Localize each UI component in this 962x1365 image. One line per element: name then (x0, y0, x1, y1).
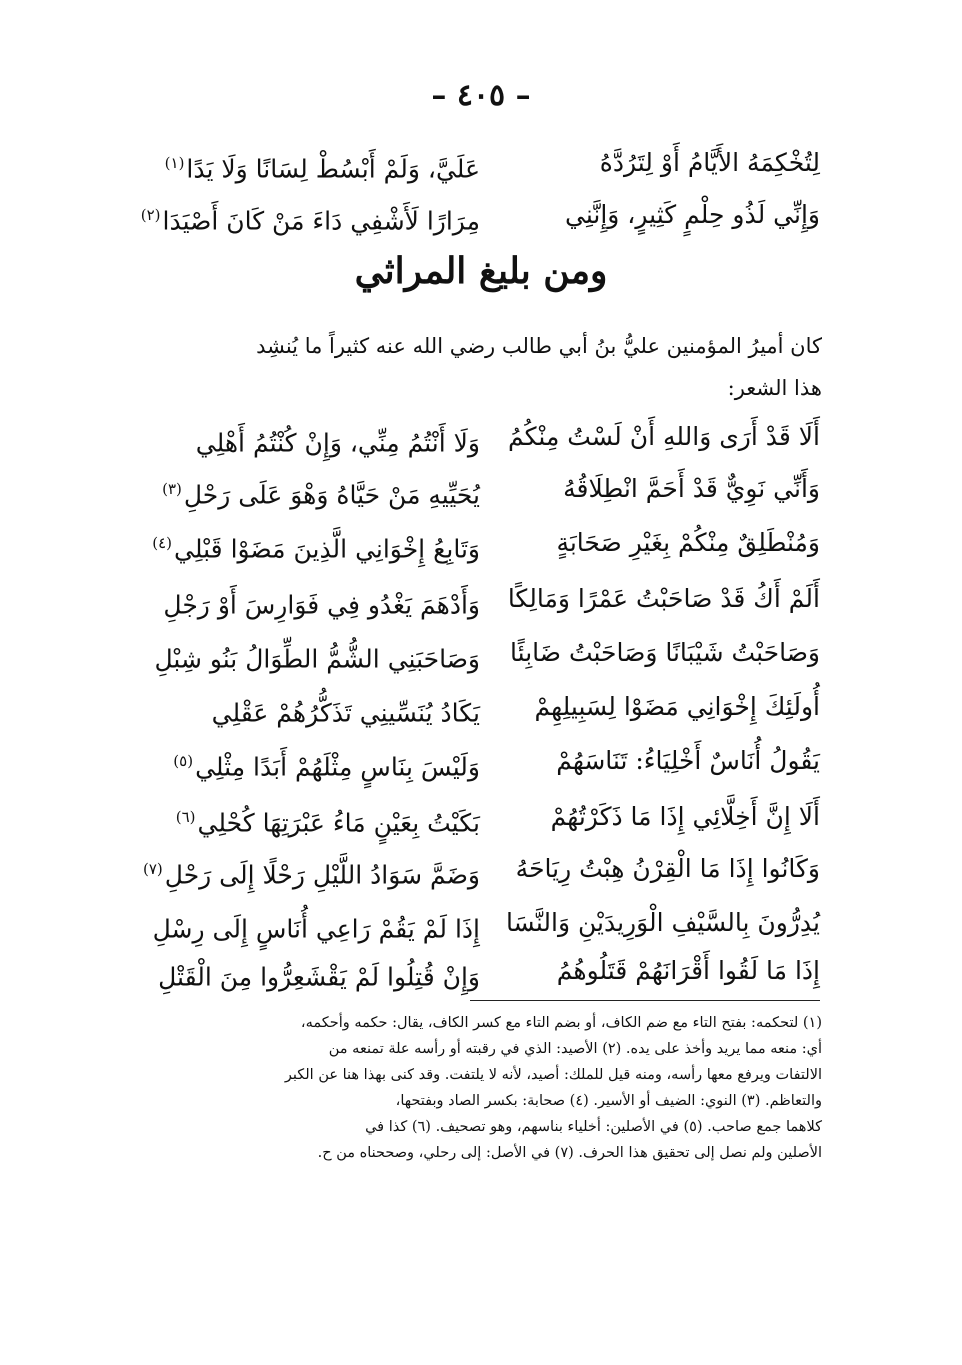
footnote-line: الالتفات ويرفع معها رأسه، ومنه قيل للملك: أصيد، لأنه لا يلتفت. وقد كنى بهذا هنا عن الكبر (284, 1067, 822, 1083)
verse-first-hemistich: وَإِنِّي لَذُو حِلْمٍ كَثِيرٍ، وَإِنَّنِي (565, 200, 820, 229)
verse-second-hemistich (142, 846, 480, 898)
verse-second-hemistich-text: وَأَدْهَمَ يَغْدُو فِي فَوَارِسَ أَوْ رَجْلِ (163, 590, 480, 620)
footnote-line: الأصلين ولم نصل إلى تحقيق هذا الحرف. (٧) في الأصل: إلى رحلي، وصححناه من ح. (317, 1145, 822, 1161)
verse-second-hemistich (150, 140, 480, 192)
poem-verse (150, 794, 820, 840)
verse-first-hemistich: لِتُخْكِمَهُ الأَيَّامُ أَوْ لِتَرُدَّهُ (599, 148, 820, 177)
footnote-line: كلاهما جمع صاحب. (٥) في الأصلين: أخلياء بناسهم، وهو تصحيف. (٦) كذا في (365, 1119, 822, 1135)
verse-first-hemistich: أَلَا إِنَّ أَخِلَّائِي إِذَا مَا ذَكَرْتُهُمْ (550, 802, 820, 831)
poem-verse (150, 738, 820, 784)
poem-verse (150, 948, 820, 994)
verse-second-hemistich-text: مِرَارًا لَأَشْفِي دَاءَ مَنْ كَانَ أَصْيَدَا (162, 206, 480, 236)
verse-first-hemistich: أُولَئِكَ إِخْوَانِي مَضَوْا لِسَبِيلِهِمْ (534, 692, 820, 721)
verse-first-hemistich: وَكَانُوا إِذَا مَا الْقِرْنُ هِبْتُ رِيَاحَهُ (515, 854, 820, 883)
verse-second-hemistich (150, 414, 480, 466)
verse-first-hemistich: إِذَا مَا لَقُوا أَقْرَانَهُمْ قَتَلُوهُمُ (556, 956, 820, 985)
verse-second-hemistich (150, 466, 480, 518)
verse-first-hemistich: أَلَا قَدْ أَرَى وَاللهِ أَنْ لَسْتُ مِنْكُمُ (507, 422, 820, 451)
intro-paragraph-end: هذا الشعر: (727, 376, 822, 400)
verse-first-hemistich: وَصَاحَبْتُ شَيْبَانًا وَصَاحَبْتُ ضَابِئًا (510, 638, 820, 667)
footnote-marker: (١) (164, 154, 185, 172)
footnote-marker: (٦) (175, 808, 196, 826)
poem-verse (150, 630, 820, 676)
footnote-marker: (٤) (152, 534, 173, 552)
verse-line (150, 140, 820, 186)
poem-verse (150, 684, 820, 730)
footnote-marker: (٥) (173, 752, 194, 770)
poem-verse (150, 900, 820, 946)
verse-first-hemistich: يُدِرُّونَ بِالسَّيْفِ الْوَرِيدَيْنِ وَالنَّسَا (505, 908, 820, 937)
verse-second-hemistich-text: يَكَادُ يُنَسِّينِي تَذَكُّرُهُمْ عَقْلِي (211, 698, 480, 728)
verse-second-hemistich-text: يُحَيِّيهِ مَنْ حَيَّاهُ وَهْوَ عَلَى رَحْلِ (183, 480, 480, 510)
poem-verse (142, 846, 820, 892)
verse-second-hemistich-text: وَصَاحَبَنِي الشُّمُّ الطِّوَالُ بَنُو شِبْلِ (154, 644, 480, 674)
verse-second-hemistich (150, 738, 480, 790)
poem-verse (150, 466, 820, 512)
poem-verse (150, 414, 820, 460)
verse-second-hemistich (140, 192, 480, 244)
verse-second-hemistich-text: بَكَيْتُ بِعَيْنٍ مَاءُ عَبْرَتِهَا كُحْلِي (197, 808, 480, 838)
verse-first-hemistich: وَأَنِّي نَوِيٌّ قَدْ أَحَمَّ انْطِلَاقُهُ (563, 474, 820, 503)
poem-verse (150, 520, 820, 566)
verse-first-hemistich: أَلَمْ أَكُ قَدْ صَاحَبْتُ عَمْرًا وَمَالِكًا (507, 584, 820, 613)
verse-first-hemistich: يَقُولُ أُنَاسٌ أَخْلِيَاءُ: تَنَاسَهُمْ (556, 746, 820, 775)
verse-first-hemistich: وَمُنْطَلِقٌ مِنْكُمْ بِغَيْرِ صَحَابَةٍ (556, 528, 820, 557)
verse-second-hemistich (150, 576, 480, 628)
footnote-line: والتعاظم. (٣) النوي: الضيف أو الأسير. (٤) صحابة: بكسر الصاد وبفتحها، (395, 1093, 822, 1109)
verse-second-hemistich-text: وَلَيْسَ بِنَاسٍ مِثْلَهُمْ أَبَدًا مِثْلِي (195, 752, 480, 782)
verse-second-hemistich (150, 794, 480, 846)
poem-verse (150, 576, 820, 622)
verse-second-hemistich-text: وَإِنْ قُتِلُوا لَمْ يَقْشَعِرُّوا مِنَ الْقَتْلِ (158, 962, 480, 992)
verse-line (140, 192, 820, 238)
verse-second-hemistich (150, 520, 480, 572)
page-number: – ٤٠٥ – (431, 78, 531, 113)
footnote-line: (١) لتحكمه: بفتح التاء مع ضم الكاف، أو بضم التاء مع كسر الكاف، يقال: حكمه وأحكمه، (300, 1015, 822, 1031)
footnote-marker: (٢) (140, 206, 161, 224)
verse-second-hemistich (150, 630, 480, 682)
verse-second-hemistich-text: وَلَا أَنْتُمُ مِنِّي، وَإِنْ كُنْتُمُ أَهْلِي (195, 428, 480, 458)
verse-second-hemistich (150, 948, 480, 1000)
verse-second-hemistich-text: عَلَيَّ، وَلَمْ أَبْسُطْ لِسَانًا وَلَا يَدًا (186, 154, 480, 184)
footnotes (132, 1010, 822, 1166)
footnote-line: أي: منعه مما يريد وأخذ على يده. (٢) الأصيد: الذي في رقبته أو رأسه علة تمنعه من (328, 1041, 822, 1057)
verse-second-hemistich-text: وَضَمَّ سَوَادُ اللَّيْلِ رَحْلًا إِلَى رَحْلِ (164, 860, 480, 890)
footnote-marker: (٣) (162, 480, 182, 498)
footnote-divider (470, 1000, 820, 1001)
footnote-marker: (٧) (142, 860, 163, 878)
verse-second-hemistich-text: وَتَابِعُ إِخْوَانِي الَّذِينَ مَضَوْا قَبْلِي (174, 534, 480, 564)
verse-second-hemistich-text: إِذَا لَمْ يَقُمْ رَاعِي أُنَاسٍ إِلَى رِسْلِ (152, 914, 480, 944)
intro-paragraph: كان أميرُ المؤمنين عليُّ بنُ أبي طالب رضي الله عنه كثيراً ما يُنشِد (256, 334, 822, 358)
verse-second-hemistich (150, 684, 480, 736)
section-title: ومن بليغ المراثي (354, 250, 608, 292)
verse-second-hemistich (150, 900, 480, 952)
